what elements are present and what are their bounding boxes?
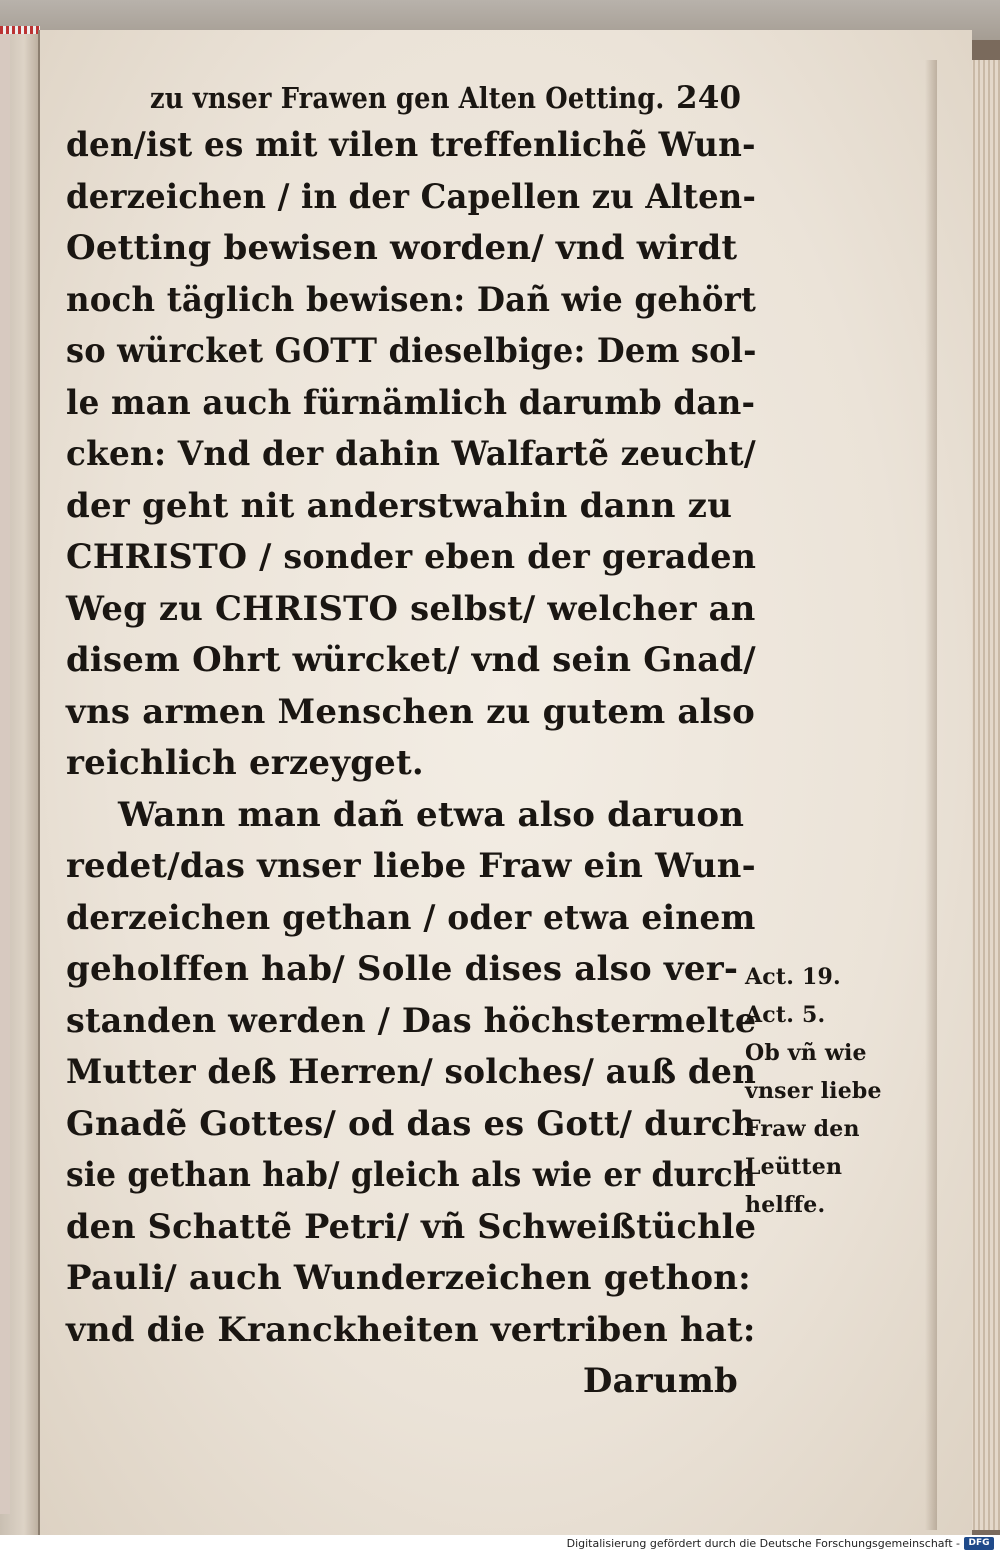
running-head	[150, 78, 735, 118]
text-line: redet/das vnser liebe Fraw ein Wun-	[66, 846, 756, 886]
marginal-note: Fraw den	[745, 1116, 860, 1142]
text-line: vns armen Menschen zu gutem also	[66, 691, 755, 732]
dfg-logo: DFG	[964, 1537, 994, 1550]
text-line: Weg zu CHRISTO selbst/ welcher an	[66, 588, 756, 629]
marginal-note: Act. 19.	[745, 964, 841, 990]
page-gutter-shadow	[925, 60, 937, 1530]
text-line: CHRISTO / sonder eben der geraden	[66, 537, 757, 577]
text-line: Mutter deß Herren/ solches/ auß den	[66, 1052, 757, 1092]
marginal-note: Act. 5.	[745, 1002, 826, 1028]
footer-bar	[0, 1535, 1000, 1554]
marginal-notes	[745, 958, 905, 1224]
marginal-note: vnser liebe	[745, 1078, 882, 1104]
body-text	[66, 120, 756, 1408]
text-line: noch täglich bewisen: Dañ wie gehört	[66, 279, 757, 320]
marginal-note: helffe.	[745, 1192, 826, 1218]
text-line: Gnadẽ Gottes/ od das es Gott/ durch	[66, 1103, 757, 1144]
text-line-paragraph-start: Wann man dañ etwa also daruon	[118, 794, 745, 835]
funding-credit: Digitalisierung gefördert durch die Deutsche Forschungsgemeinschaft -	[566, 1537, 960, 1550]
text-line: cken: Vnd der dahin Walfartẽ zeucht/	[66, 434, 756, 474]
left-page-strip	[0, 34, 10, 1514]
marginal-note: Ob vñ wie	[745, 1040, 867, 1066]
running-head-title: zu vnser Frawen gen Alten Oetting.	[150, 81, 665, 115]
text-line: Oetting bewisen worden/ vnd wirdt	[66, 228, 738, 268]
text-line: der geht nit anderstwahin dann zu	[66, 485, 733, 526]
text-line: den/ist es mit vilen treffenlichẽ Wun-	[66, 125, 756, 165]
text-line: den Schattẽ Petri/ vñ Schweißtüchle	[66, 1206, 757, 1247]
text-line: sie gethan hab/ gleich als wie er durch	[66, 1155, 756, 1195]
text-line: vnd die Kranckheiten vertriben hat:	[66, 1309, 756, 1350]
text-line: standen werden / Das höchstermelte	[66, 1000, 757, 1041]
text-line: derzeichen gethan / oder etwa einem	[66, 897, 756, 938]
text-line: disem Ohrt würcket/ vnd sein Gnad/	[66, 640, 756, 680]
catchword: Darumb	[582, 1361, 738, 1401]
text-line: derzeichen / in der Capellen zu Alten-	[66, 176, 757, 217]
text-line: le man auch fürnämlich darumb dan-	[66, 382, 756, 423]
text-line: reichlich erzeyget.	[66, 743, 424, 783]
bookmark-ribbon	[0, 26, 40, 34]
page-number: 240	[676, 80, 742, 116]
text-line: Pauli/ auch Wunderzeichen gethon:	[66, 1258, 751, 1298]
text-line: geholffen hab/ Solle dises also ver-	[66, 949, 739, 989]
marginal-note: Leütten	[745, 1154, 843, 1180]
text-line: so würcket GOTT dieselbige: Dem sol-	[66, 331, 757, 371]
